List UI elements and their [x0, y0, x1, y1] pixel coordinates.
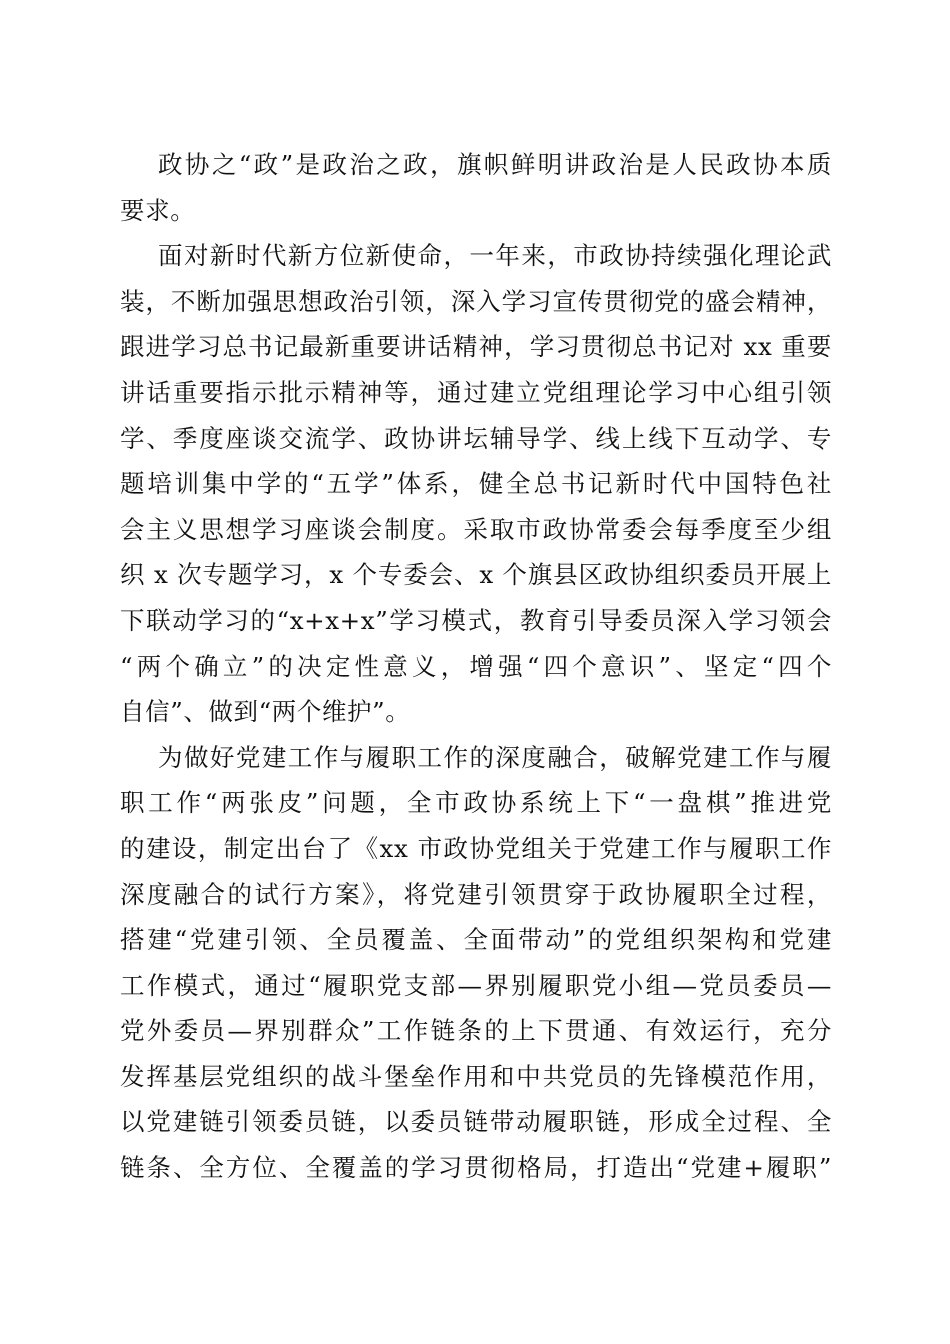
text-line: 工作模式，通过“履职党支部—界别履职党小组—党员委员—	[120, 970, 832, 1000]
text-line: 搭建“党建引领、全员覆盖、全面带动”的党组织架构和党建	[120, 925, 832, 955]
text-line: 面对新时代新方位新使命，一年来，市政协持续强化理论武	[158, 241, 832, 271]
paragraph-2	[120, 233, 832, 735]
text-line: 会主义思想学习座谈会制度。采取市政协常委会每季度至少组	[120, 514, 832, 544]
text-line: 下联动学习的“x+x+x”学习模式，教育引导委员深入学习领会	[120, 605, 832, 635]
text-line: 织 x 次专题学习，x 个专委会、x 个旗县区政协组织委员开展上	[120, 560, 832, 590]
text-line: 政协之“政”是政治之政，旗帜鲜明讲政治是人民政协本质	[158, 150, 832, 179]
text-line: 要求。	[120, 195, 196, 225]
text-line: 发挥基层党组织的战斗堡垒作用和中共党员的先锋模范作用，	[120, 1061, 832, 1091]
text-line: 党外委员—界别群众”工作链条的上下贯通、有效运行，充分	[120, 1016, 832, 1046]
document-body	[120, 142, 832, 1191]
text-line: “两个确立”的决定性意义，增强“四个意识”、坚定“四个	[120, 651, 832, 681]
paragraph-1	[120, 142, 832, 233]
text-line: 链条、全方位、全覆盖的学习贯彻格局，打造出“党建+履职”	[120, 1153, 832, 1183]
text-line: 以党建链引领委员链，以委员链带动履职链，形成全过程、全	[120, 1107, 832, 1137]
text-line: 讲话重要指示批示精神等，通过建立党组理论学习中心组引领	[120, 377, 832, 407]
text-line: 深度融合的试行方案》，将党建引领贯穿于政协履职全过程，	[120, 879, 832, 909]
paragraph-3	[120, 735, 832, 1191]
text-line: 的建设，制定出台了《xx 市政协党组关于党建工作与履职工作	[120, 833, 832, 863]
text-line: 装，不断加强思想政治引领，深入学习宣传贯彻党的盛会精神，	[120, 286, 832, 316]
text-line: 题培训集中学的“五学”体系，健全总书记新时代中国特色社	[120, 469, 832, 499]
text-line: 跟进学习总书记最新重要讲话精神，学习贯彻总书记对 xx 重要	[120, 332, 832, 362]
text-line: 职工作“两张皮”问题，全市政协系统上下“一盘棋”推进党	[120, 788, 832, 818]
text-line: 自信”、做到“两个维护”。	[120, 697, 411, 727]
text-line: 学、季度座谈交流学、政协讲坛辅导学、线上线下互动学、专	[120, 423, 832, 453]
text-line: 为做好党建工作与履职工作的深度融合，破解党建工作与履	[158, 742, 832, 772]
